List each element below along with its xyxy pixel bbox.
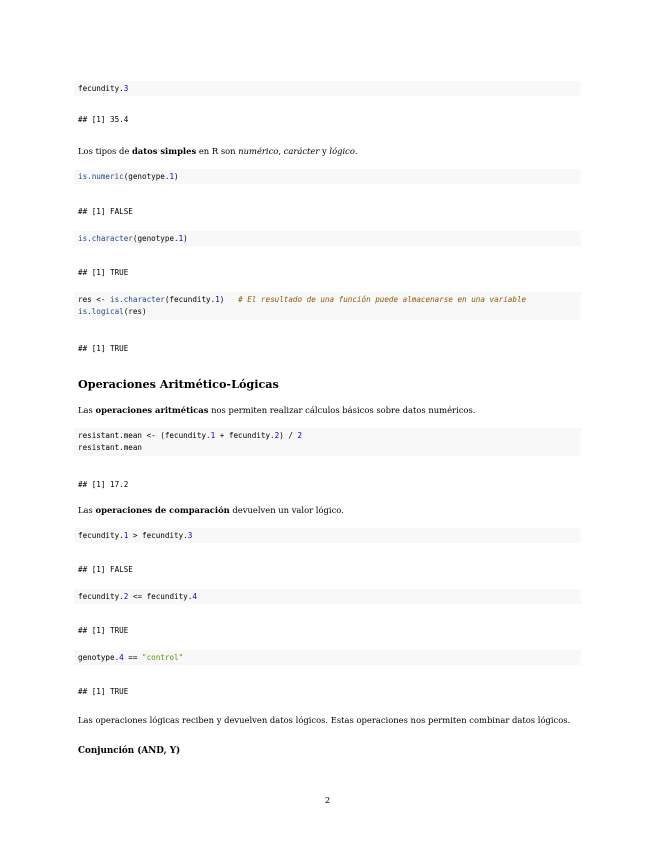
code-block-comparison-2 (74, 589, 581, 604)
code-text: == (123, 653, 143, 662)
text: . (354, 146, 358, 156)
subheading-conjuncion: Conjunción (AND, Y) (78, 746, 181, 756)
bold-text: operaciones de comparación (95, 505, 230, 515)
code-text: res <- (78, 295, 111, 304)
section-heading-operaciones: Operaciones Aritmético-Lógicas (78, 377, 279, 391)
code-text: (genotype. (132, 234, 179, 243)
code-text: (genotype. (123, 172, 170, 181)
code-function: is.character (78, 234, 133, 243)
output-5: ## [1] 17.2 (78, 480, 129, 489)
code-text: fecundity. (78, 531, 124, 540)
code-number: 2 (297, 431, 303, 440)
output-1: ## [1] 35.4 (78, 115, 129, 124)
code-number: 2 (123, 592, 129, 601)
code-number: 3 (123, 84, 129, 93)
italic-text: carácter (283, 146, 320, 156)
code-text: genotype. (78, 653, 120, 662)
text: Las (78, 405, 96, 415)
paragraph-logicas: Las operaciones lógicas reciben y devuelven datos lógicos. Estas operaciones nos permiten combinar datos lógicos. (78, 715, 571, 725)
code-number: 2 (274, 431, 280, 440)
code-text: ) (183, 234, 188, 243)
code-function: is.logical (78, 307, 124, 316)
code-text: ) / (279, 431, 298, 440)
code-text: resistant.mean <- (fecundity. (78, 431, 211, 440)
code-block-is-character (74, 231, 581, 246)
output-3: ## [1] TRUE (78, 268, 129, 277)
code-block-is-numeric (74, 169, 581, 184)
code-number: 1 (123, 531, 129, 540)
text: en R son (196, 146, 239, 156)
output-8: ## [1] TRUE (78, 687, 129, 696)
code-text: ) (174, 172, 179, 181)
code-number: 1 (210, 431, 216, 440)
code-text: ) (219, 295, 239, 304)
paragraph-aritmeticas (78, 405, 583, 416)
code-function: is.numeric (78, 172, 124, 181)
code-function: is.character (110, 295, 165, 304)
code-string: "control" (142, 653, 184, 662)
italic-text: lógico (329, 146, 355, 156)
bold-text: operaciones aritméticas (95, 405, 209, 415)
code-block-fecundity-3 (74, 81, 581, 96)
code-text: fecundity. (78, 592, 124, 601)
code-number: 4 (119, 653, 124, 662)
output-4: ## [1] TRUE (78, 344, 129, 353)
code-text: (fecundity. (164, 295, 216, 304)
code-number: 1 (215, 295, 220, 304)
code-text: resistant.mean (78, 443, 143, 452)
code-text: fecundity. (78, 84, 124, 93)
code-text: + fecundity. (215, 431, 275, 440)
code-text: <= fecundity. (128, 592, 193, 601)
code-number: 1 (169, 172, 175, 181)
bold-text: datos simples (131, 146, 197, 156)
output-6: ## [1] FALSE (78, 565, 133, 574)
text: y (319, 146, 330, 156)
code-block-res (74, 292, 581, 320)
code-block-comparison-1 (74, 528, 581, 543)
code-text: (res) (123, 307, 147, 316)
italic-text: numérico (238, 146, 279, 156)
code-comment: # El resultado de una función puede almacenarse en una variable (238, 295, 527, 304)
output-7: ## [1] TRUE (78, 626, 129, 635)
code-number: 1 (178, 234, 184, 243)
paragraph-tipos-datos (78, 146, 583, 157)
output-2: ## [1] FALSE (78, 207, 133, 216)
code-block-genotype-control (74, 650, 581, 665)
code-text: > fecundity. (128, 531, 188, 540)
text: nos permiten realizar cálculos básicos sobre datos numéricos. (208, 405, 476, 415)
code-block-resistant-mean (74, 428, 581, 456)
text: Las (78, 505, 96, 515)
code-number: 4 (192, 592, 197, 601)
code-number: 3 (187, 531, 193, 540)
paragraph-comparacion (78, 505, 583, 516)
text: , (278, 146, 284, 156)
text: devuelven un valor lógico. (229, 505, 344, 515)
text: Los tipos de (78, 146, 132, 156)
page-number: 2 (324, 795, 331, 805)
